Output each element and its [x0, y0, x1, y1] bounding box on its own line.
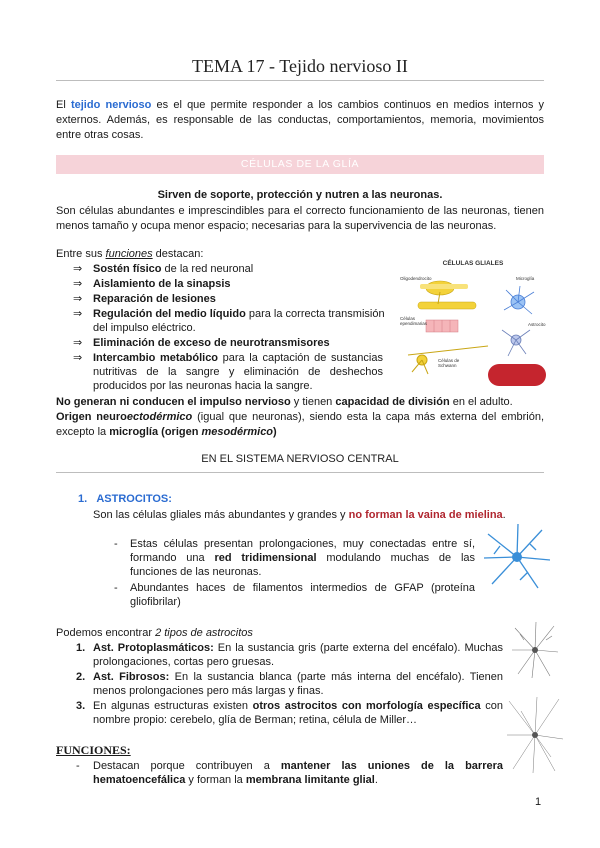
glia-heading: Sirven de soporte, protección y nutren a las neuronas. — [157, 189, 443, 201]
section-divider — [56, 472, 544, 473]
astrocitos-heading: 1. ASTROCITOS: — [78, 493, 172, 505]
no-conducen-paragraph: No generan ni conducen el impulso nervioso y tienen capacidad de división en el adulto. — [56, 396, 513, 408]
function-item: ⇒ Eliminación de exceso de neurotransmisores — [73, 337, 330, 349]
page-title: TEMA 17 - Tejido nervioso II — [192, 56, 408, 76]
fibrous-astrocyte-sketch — [505, 695, 565, 775]
function-item: ⇒ Reparación de lesiones — [73, 293, 216, 305]
figure-label: Células de Schwann — [438, 358, 460, 368]
funcion-item: - Destacan porque contribuyen a mantener las uniones de la barrera hematoencefálica y forman la membrana limitante glial. — [76, 760, 504, 786]
astrocyte-type: 2. Ast. Fibrosos: En la sustancia blanca (parte más interna del encéfalo). Tienen menos prolongaciones pero más largas y finas. — [76, 671, 503, 697]
figure-label: Microglía — [516, 276, 535, 281]
intro-paragraph: El tejido nervioso es el que permite responder a los cambios continuos en medios internos y externos. Además, es responsable de las conductas, comportamientos, memoria, movimientos entre otras cosas. — [56, 99, 544, 141]
types-intro: Podemos encontrar 2 tipos de astrocitos — [56, 627, 253, 639]
function-item: ⇒ Aislamiento de la sinapsis — [73, 278, 231, 290]
function-item: ⇒ Regulación del medio líquido para la correcta transmisión del impulso eléctrico. — [73, 308, 385, 334]
protoplasmic-astrocyte-sketch — [510, 620, 560, 680]
astrocyte-illustration — [480, 520, 555, 595]
title-divider — [56, 80, 544, 81]
astro-bullet: - Abundantes haces de filamentos intermedios de GFAP (proteína gliofibrilar) — [114, 582, 475, 608]
glial-cells-figure — [398, 260, 548, 395]
astrocitos-intro: Son las células gliales más abundantes y grandes y no forman la vaina de mielina. — [93, 509, 506, 521]
section-heading-snc: EN EL SISTEMA NERVIOSO CENTRAL — [201, 453, 399, 465]
term-tejido-nervioso: tejido nervioso — [70, 99, 152, 111]
astro-bullet: - Estas células presentan prolongaciones, muy conectadas entre sí, formando una red tridimensional modulando muchas de las funciones de las neuronas. — [114, 538, 476, 578]
page-number: 1 — [535, 796, 542, 808]
glia-description: Son células abundantes e imprescindibles para el correcto funcionamiento de las neuronas, tienen menos tamaño y ocupa menor espacio; necesarias para la supervivencia de las neuronas. — [56, 205, 544, 232]
astrocyte-type: 3. En algunas estructuras existen otros astrocitos con morfología específica con nombre propio: cerebelo, glía de Berman; retina, célula de Miller… — [76, 700, 503, 726]
figure-label: Oligodendrocito — [400, 276, 432, 281]
figure-title: CÉLULAS GLIALES — [442, 260, 504, 267]
figure-label: Células ependimarias — [400, 316, 428, 326]
astrocyte-type: 1. Ast. Protoplasmáticos: En la sustancia gris (parte externa del encéfalo). Muchas prolongaciones, cortas pero gruesas. — [76, 642, 503, 668]
function-item: ⇒ Intercambio metabólico para la captación de sustancias nutritivas de la sangre y eliminación de deshechos producidos por las neuronas hacia la sangre. — [73, 352, 383, 392]
figure-label: Astrocito — [528, 322, 546, 327]
functions-intro: Entre sus funciones destacan: — [56, 248, 204, 260]
section-banner-glia: CÉLULAS DE LA GLÍA — [56, 155, 544, 174]
funciones-heading: FUNCIONES: — [56, 743, 131, 757]
function-item: ⇒ Sostén físico de la red neuronal — [73, 263, 254, 275]
origen-paragraph: Origen neuroectodérmico (igual que neuronas), siendo esta la capa más externa del embrión, excepto la microglía (origen mesodérmico) — [56, 411, 545, 438]
